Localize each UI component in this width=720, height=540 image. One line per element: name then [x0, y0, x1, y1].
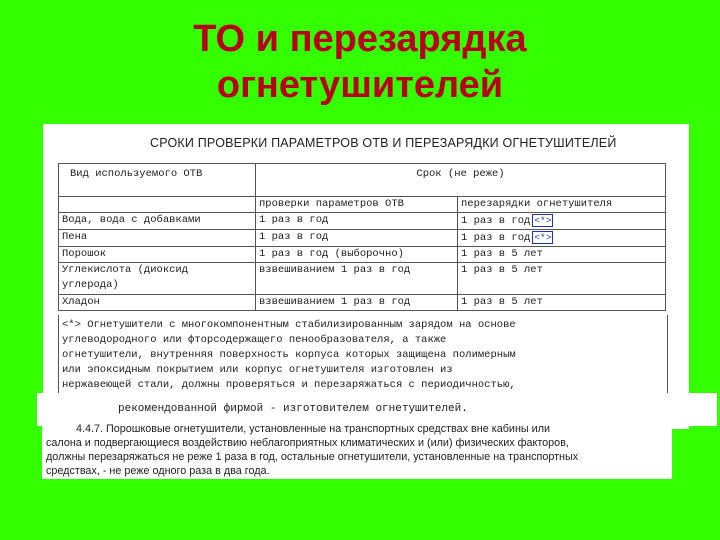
table-row	[59, 247, 666, 263]
table-header-row	[59, 164, 666, 197]
header-agent-type: Вид используемого ОТВ	[59, 164, 256, 197]
row-check: взвешиванием 1 раз в год	[256, 263, 458, 295]
paragraph-line: средствах, - не реже одного раза в два года.	[46, 465, 270, 477]
table-row	[59, 263, 666, 295]
paragraph-line: 4.4.7. Порошковые огнетушители, установленные на транспортных средствах вне кабины или	[76, 423, 551, 435]
header-period: Срок (не реже)	[256, 164, 666, 197]
row-check: 1 раз в год	[256, 230, 458, 247]
row-recharge: 1 раз в год <*>	[458, 230, 666, 247]
row-recharge: 1 раз в год <*>	[458, 213, 666, 230]
row-agent: Хладон	[59, 295, 256, 311]
footnote-line: углеводородного или фторсодержащего пенообразователя, а также	[62, 334, 447, 346]
inspection-schedule-table	[58, 163, 666, 311]
row-check: 1 раз в год	[256, 213, 458, 230]
row-agent: Вода, вода с добавками	[59, 213, 256, 230]
row-recharge: 1 раз в 5 лет	[458, 247, 666, 263]
table-row	[59, 213, 666, 230]
overlay-fragment-text: рекомендованной фирмой - изготовителем огнетушителей.	[118, 403, 468, 415]
table-row	[59, 230, 666, 247]
row-check: 1 раз в год (выборочно)	[256, 247, 458, 263]
row-check: взвешиванием 1 раз в год	[256, 295, 458, 311]
slide-title-line-2: огнетушителей	[216, 64, 504, 106]
paragraph-line: салона и подвергающиеся воздействию неблагоприятных климатических и (или) физических факторов,	[46, 437, 569, 449]
slide-title-line-1: ТО и перезарядка	[193, 18, 527, 60]
table-footnote	[62, 318, 664, 393]
document-heading: СРОКИ ПРОВЕРКИ ПАРАМЕТРОВ ОТВ И ПЕРЕЗАРЯДКИ ОГНЕТУШИТЕЛЕЙ	[150, 136, 617, 150]
subheader-blank	[59, 197, 256, 213]
footnote-line: или эпоксидным покрытием или корпус огнетушителя изготовлен из	[62, 364, 453, 376]
subheader-recharge: перезарядки огнетушителя	[458, 197, 666, 213]
footnote-line: огнетушители, внутренняя поверхность корпуса которых защищена полимерным	[62, 349, 516, 361]
footnote-mark: <*>	[534, 232, 552, 243]
row-recharge: 1 раз в 5 лет	[458, 295, 666, 311]
table-subheader-row	[59, 197, 666, 213]
footnote-line: нержавеющей стали, должны проверяться и перезаряжаться с периодичностью,	[62, 379, 516, 391]
row-agent: Пена	[59, 230, 256, 247]
table-row	[59, 295, 666, 311]
slide-title	[0, 16, 720, 108]
row-agent: Углекислота (диоксид углерода)	[59, 263, 256, 295]
footnote-mark: <*>	[534, 215, 552, 226]
row-agent: Порошок	[59, 247, 256, 263]
subheader-check: проверки параметров ОТВ	[256, 197, 458, 213]
footnote-line: <*> Огнетушители с многокомпонентным стабилизированным зарядом на основе	[62, 319, 516, 331]
regulation-paragraph	[42, 419, 672, 479]
paragraph-line: должны перезаряжаться не реже 1 раза в год, остальные огнетушители, установленные на транспортных	[46, 451, 579, 463]
row-recharge: 1 раз в 5 лет	[458, 263, 666, 295]
